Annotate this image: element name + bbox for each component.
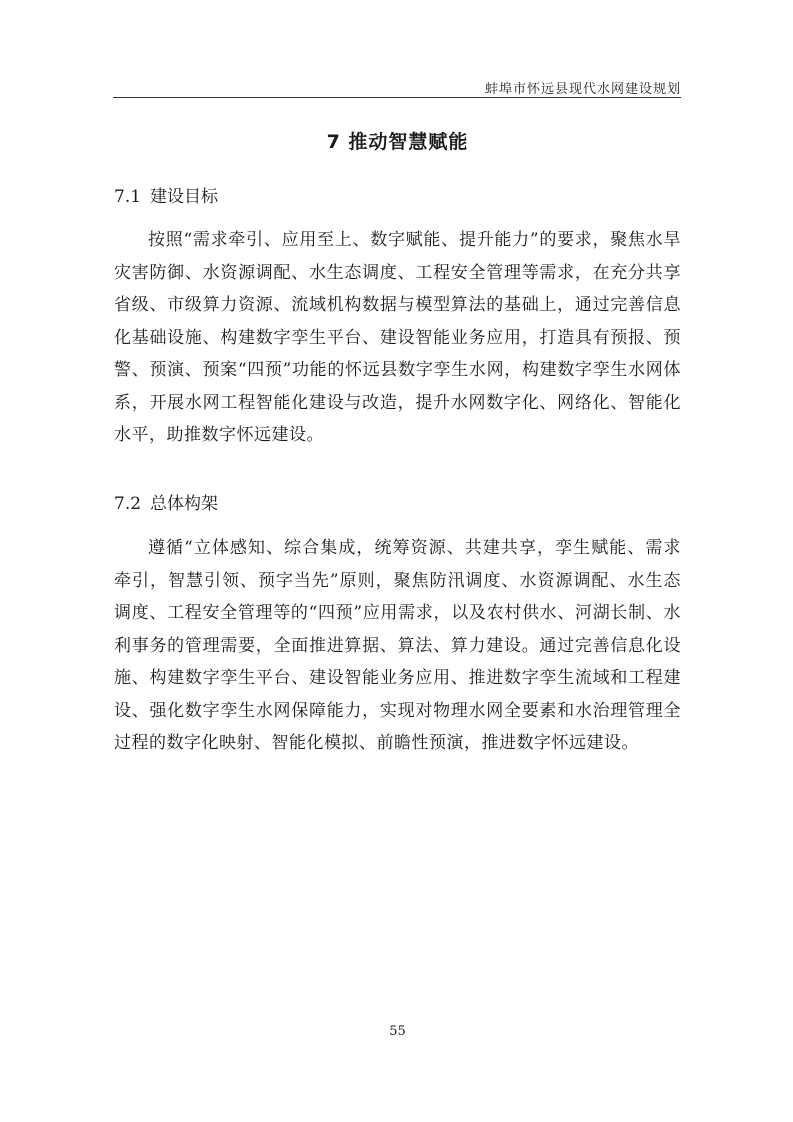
section-heading-7-2 (114, 489, 218, 514)
section-number: 7.1 (114, 187, 142, 207)
chapter-title: 7 推动智慧赋能 (326, 131, 469, 153)
section-body-7-2: 遵循“立体感知、综合集成，统筹资源、共建共享，孪生赋能、需求牵引，智慧引领、预字当先”原则，聚焦防汛调度、水资源调配、水生态调度、工程安全管理等的“四预”应用需求，以及农村供水、河湖长制、水利事务的管理需要，全面推进算据、算法、算力建设。通过完善信息化设施、构建数字孪生平台、建设智能业务应用、推进数字孪生流域和工程建设、强化数字孪生水网保障能力，实现对物理水网全要素和水治理管理全过程的数字化映射、智能化模拟、前瞻性预演，推进数字怀远建设。 (114, 538, 681, 753)
section-heading-7-1 (114, 182, 218, 207)
section-body-7-1: 按照“需求牵引、应用至上、数字赋能、提升能力”的要求，聚焦水旱灾害防御、水资源调配、水生态调度、工程安全管理等需求，在充分共享省级、市级算力资源、流域机构数据与模型算法的基础上，通过完善信息化基础设施、构建数字孪生平台、建设智能业务应用，打造具有预报、预警、预演、预案“四预”功能的怀远县数字孪生水网，构建数字孪生水网体系，开展水网工程智能化建设与改造，提升水网数字化、网络化、智能化水平，助推数字怀远建设。 (114, 230, 681, 445)
section-title-text: 总体构架 (150, 494, 219, 514)
page-number: 55 (389, 1024, 406, 1039)
section-number: 7.2 (114, 494, 142, 514)
header-divider (113, 97, 681, 98)
section-title-text: 建设目标 (150, 187, 219, 207)
running-header: 蚌埠市怀远县现代水网建设规划 (484, 82, 681, 97)
